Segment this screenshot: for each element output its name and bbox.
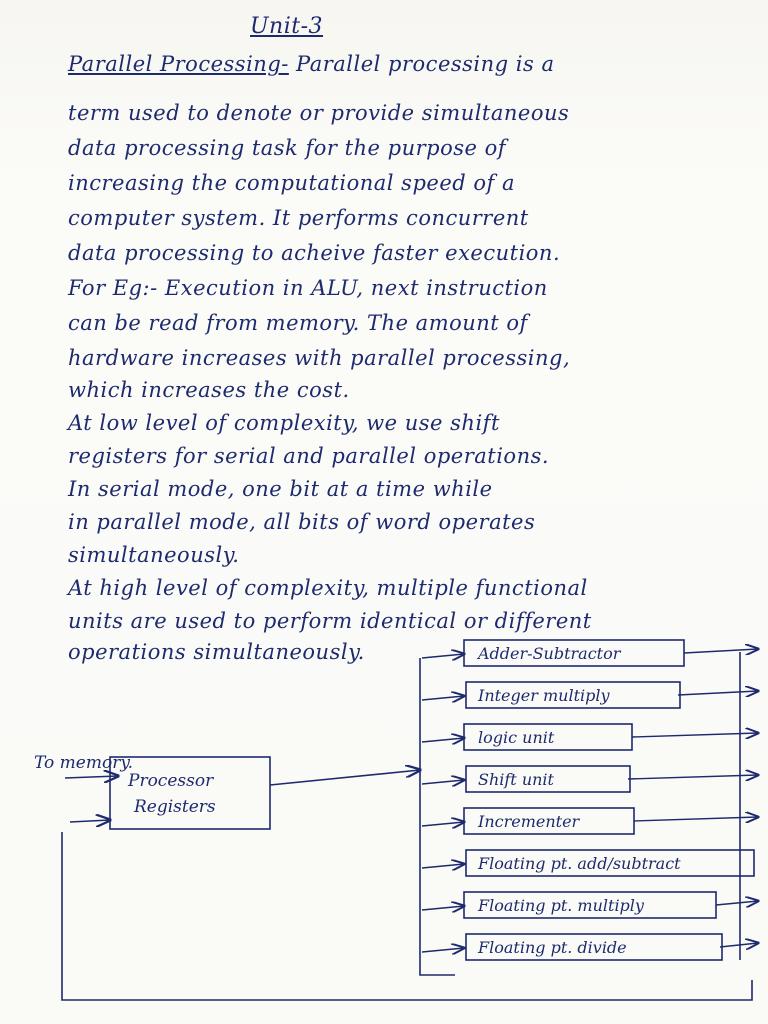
unit-output-arrow	[632, 733, 758, 737]
unit-label: Floating pt. divide	[478, 938, 627, 957]
unit-input-arrow	[422, 696, 464, 700]
registers-label: Registers	[134, 797, 216, 817]
section-heading: Parallel Processing-	[68, 52, 289, 76]
text-line-5: computer system. It performs concurrent	[68, 206, 529, 230]
unit-bus-left	[420, 658, 455, 975]
processor-output-arrow	[270, 770, 420, 785]
text-line-18: operations simultaneously.	[68, 640, 365, 664]
text-line-6: data processing to acheive faster execution.	[68, 241, 561, 265]
text-line-17: units are used to perform identical or different	[68, 609, 592, 633]
processor-box	[110, 757, 270, 829]
text-line-12: registers for serial and parallel operations.	[68, 444, 550, 468]
unit-label: Adder-Subtractor	[478, 644, 621, 663]
unit-label: Floating pt. add/subtract	[478, 854, 681, 873]
feedback-in-arrow	[70, 820, 110, 822]
text-line-13: In serial mode, one bit at a time while	[68, 477, 493, 501]
text-line-16: At high level of complexity, multiple functional	[68, 576, 588, 600]
unit-output-arrow	[720, 943, 758, 947]
unit-output-arrow	[716, 901, 758, 905]
unit-label: logic unit	[478, 728, 555, 747]
functional-unit	[422, 850, 754, 876]
text-line-4: increasing the computational speed of a	[68, 171, 515, 195]
text-line-8: can be read from memory. The amount of	[68, 311, 528, 335]
unit-input-arrow	[422, 738, 464, 742]
line-text: Parallel processing is a	[288, 52, 555, 76]
unit-input-arrow	[422, 822, 464, 826]
unit-label: Incrementer	[478, 812, 580, 831]
text-line-2: term used to denote or provide simultaneous	[68, 101, 570, 125]
unit-input-arrow	[422, 654, 464, 658]
page-title: Unit-3	[250, 14, 324, 39]
unit-label: Floating pt. multiply	[478, 896, 644, 915]
unit-input-arrow	[422, 780, 464, 784]
functional-units	[422, 640, 758, 960]
text-line-3: data processing task for the purpose of	[68, 136, 507, 160]
functional-unit	[422, 640, 758, 666]
text-line-11: At low level of complexity, we use shift	[68, 411, 500, 435]
unit-input-arrow	[422, 906, 464, 910]
functional-unit	[422, 892, 758, 918]
processor-label: Processor	[128, 771, 214, 791]
text-line-10: which increases the cost.	[68, 378, 350, 402]
unit-output-arrow	[628, 775, 758, 779]
unit-output-arrow	[678, 691, 758, 695]
text-line-15: simultaneously.	[68, 543, 240, 567]
text-line-14: in parallel mode, all bits of word operates	[68, 510, 536, 534]
functional-unit	[422, 682, 758, 708]
unit-output-arrow	[684, 649, 758, 653]
unit-label: Integer multiply	[478, 686, 610, 705]
functional-unit	[422, 934, 758, 960]
functional-unit	[422, 724, 758, 750]
unit-label: Shift unit	[478, 770, 554, 789]
unit-input-arrow	[422, 864, 464, 868]
functional-unit	[422, 766, 758, 792]
unit-input-arrow	[422, 948, 464, 952]
text-line-7: For Eg:- Execution in ALU, next instruction	[68, 276, 548, 300]
memory-label: To memory.	[34, 753, 134, 773]
functional-unit	[422, 808, 758, 834]
text-line-9: hardware increases with parallel processing,	[68, 346, 571, 370]
